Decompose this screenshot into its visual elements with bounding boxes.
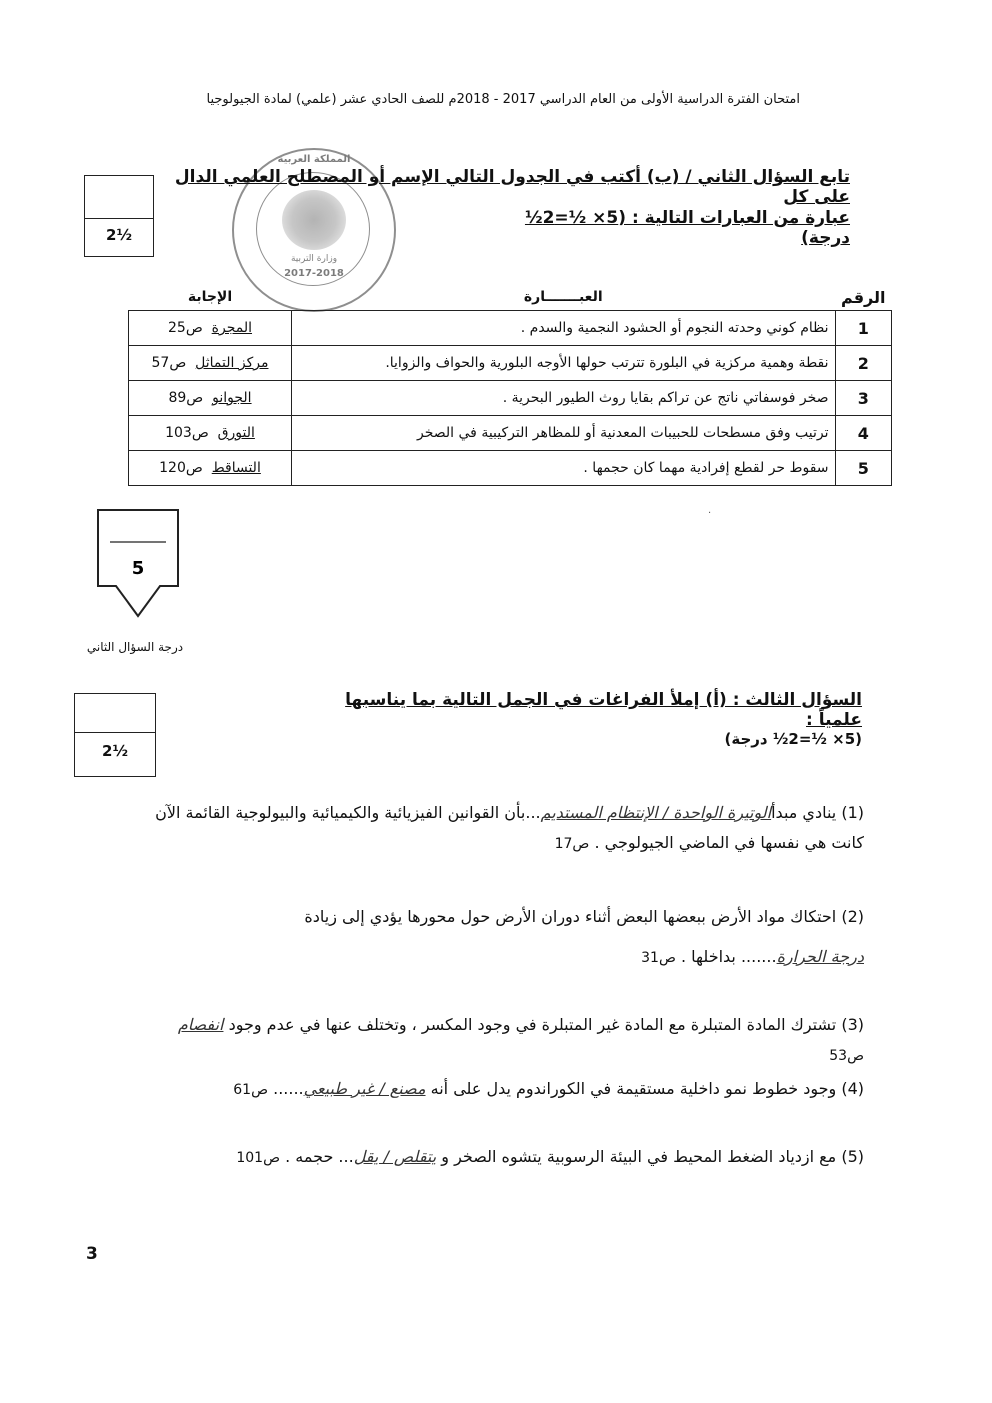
item-answer: انفصام — [177, 1015, 224, 1034]
item-text: (1) ينادي مبدأ — [771, 803, 864, 822]
row-number: 5 — [835, 451, 891, 486]
answer-page: ص120 — [159, 460, 203, 476]
table-row — [129, 381, 892, 416]
item-answer: درجة الحرارة — [776, 947, 864, 966]
answer-page: ص89 — [168, 390, 204, 406]
row-number: 1 — [835, 311, 891, 346]
total-score-arrow-icon — [92, 508, 184, 620]
q2-total-label: درجة السؤال الثاني — [86, 640, 184, 654]
row-statement: نظام كوني وحدته النجوم أو الحشود النجمية والسدم . — [292, 311, 836, 346]
q3-item-3 — [148, 1010, 864, 1071]
answer-page: ص25 — [167, 320, 203, 336]
item-page: ص101 — [236, 1150, 281, 1166]
q3-score-box — [74, 693, 156, 777]
row-answer — [129, 416, 292, 451]
q2-total-score: 5 — [131, 558, 145, 579]
table-row — [129, 311, 892, 346]
stamp-ministry: وزارة التربية — [290, 254, 338, 264]
answer-term: مركز التماثل — [195, 355, 269, 371]
q2-score-box — [84, 175, 154, 257]
item-answer: يتقلص / يقل — [353, 1147, 437, 1166]
exam-header: امتحان الفترة الدراسية الأولى من العام الدراسي 2017 - 2018م للصف الحادي عشر (علمي) لمادة الجيولوجيا — [206, 92, 800, 107]
stamp-ring-text: المملكة العربية — [277, 154, 351, 165]
item-page: ص17 — [554, 836, 590, 853]
row-number: 3 — [835, 381, 891, 416]
q2-title: تابع السؤال الثاني / (ب) أكتب في الجدول التالي الإسم أو المصطلح العلمي الدال على كل — [174, 167, 850, 207]
answer-page: ص103 — [165, 425, 209, 441]
header-statement: العبـــــــارة — [292, 284, 836, 311]
stamp-year: 2017-2018 — [284, 268, 344, 279]
page-number: 3 — [86, 1244, 98, 1264]
answer-term: الجوانو — [212, 390, 252, 406]
q3-subtitle: (5× ½=2½ درجة) — [724, 730, 862, 748]
item-text: (4) وجود خطوط نمو داخلية مستقيمة في الكوراندوم يدل على أنه — [430, 1079, 864, 1098]
row-statement: نقطة وهمية مركزية في البلورة تترتب حولها الأوجه البلورية والحواف والزوايا. — [292, 346, 836, 381]
item-text: (3) تشترك المادة المتبلرة مع المادة غير المتبلرة في وجود المكسر ، وتختلف عنها في عدم وجود — [228, 1015, 864, 1034]
item-text: ... حجمه . — [285, 1147, 354, 1166]
item-answer: الوتيرة الواحدة / الإنتظام المستديم — [540, 803, 772, 822]
answer-term: المجرة — [211, 320, 253, 336]
answer-page: ص57 — [151, 355, 187, 371]
item-page: ص53 — [829, 1048, 864, 1065]
row-answer — [129, 381, 292, 416]
row-statement: صخر فوسفاتي ناتج عن تراكم بقايا روث الطيور البحرية . — [292, 381, 836, 416]
answer-term: التورق — [217, 425, 255, 441]
item-text: ...بأن القوانين الفيزيائية والكيميائية والبيولوجية القائمة الآن كانت هي نفسها في الماضي الجيولوجي . — [155, 803, 864, 853]
item-page: ص61 — [233, 1082, 269, 1098]
row-number: 4 — [835, 416, 891, 451]
q2-subtitle: عبارة من العبارات التالية : (5× ½=2½ درجة) — [524, 208, 850, 248]
scan-speck: · — [708, 508, 712, 519]
q2-table — [128, 284, 892, 486]
q3-item-2-line2 — [560, 942, 864, 972]
answer-term: التساقط — [211, 460, 261, 476]
row-statement: ترتيب وفق مسطحات للحبيبات المعدنية أو للمظاهر التركيبية في الصخر — [292, 416, 836, 451]
q3-item-1 — [148, 798, 864, 859]
header-answer: الإجابة — [129, 284, 292, 311]
table-header-row — [129, 284, 892, 311]
table-row — [129, 346, 892, 381]
row-statement: سقوط حر لقطع إفرادية مهما كان حجمها . — [292, 451, 836, 486]
item-text: ...... — [273, 1079, 304, 1098]
header-number: الرقم — [835, 284, 891, 311]
row-number: 2 — [835, 346, 891, 381]
row-answer — [129, 346, 292, 381]
row-answer — [129, 451, 292, 486]
item-answer: مصنع / غير طبيعي — [303, 1079, 426, 1098]
q3-title: السؤال الثالث : (أ) إملأ الفراغات في الجمل التالية بما يناسبها علمياً : — [345, 690, 862, 730]
q3-score: 2½ — [102, 742, 128, 760]
item-text: (5) مع ازدياد الضغط المحيط في البيئة الرسوبية يتشوه الصخر و — [441, 1147, 864, 1166]
q3-item-5 — [175, 1142, 864, 1172]
table-row — [129, 416, 892, 451]
item-text: ....... بداخلها . — [680, 947, 777, 966]
q3-item-2 — [260, 902, 864, 932]
q3-item-4 — [200, 1074, 864, 1104]
q2-score: 2½ — [106, 226, 132, 244]
item-text: (2) احتكاك مواد الأرض ببعضها البعض أثناء دوران الأرض حول محورها يؤدي إلى زيادة — [304, 907, 864, 926]
row-answer — [129, 311, 292, 346]
item-page: ص31 — [641, 950, 676, 966]
table-row — [129, 451, 892, 486]
